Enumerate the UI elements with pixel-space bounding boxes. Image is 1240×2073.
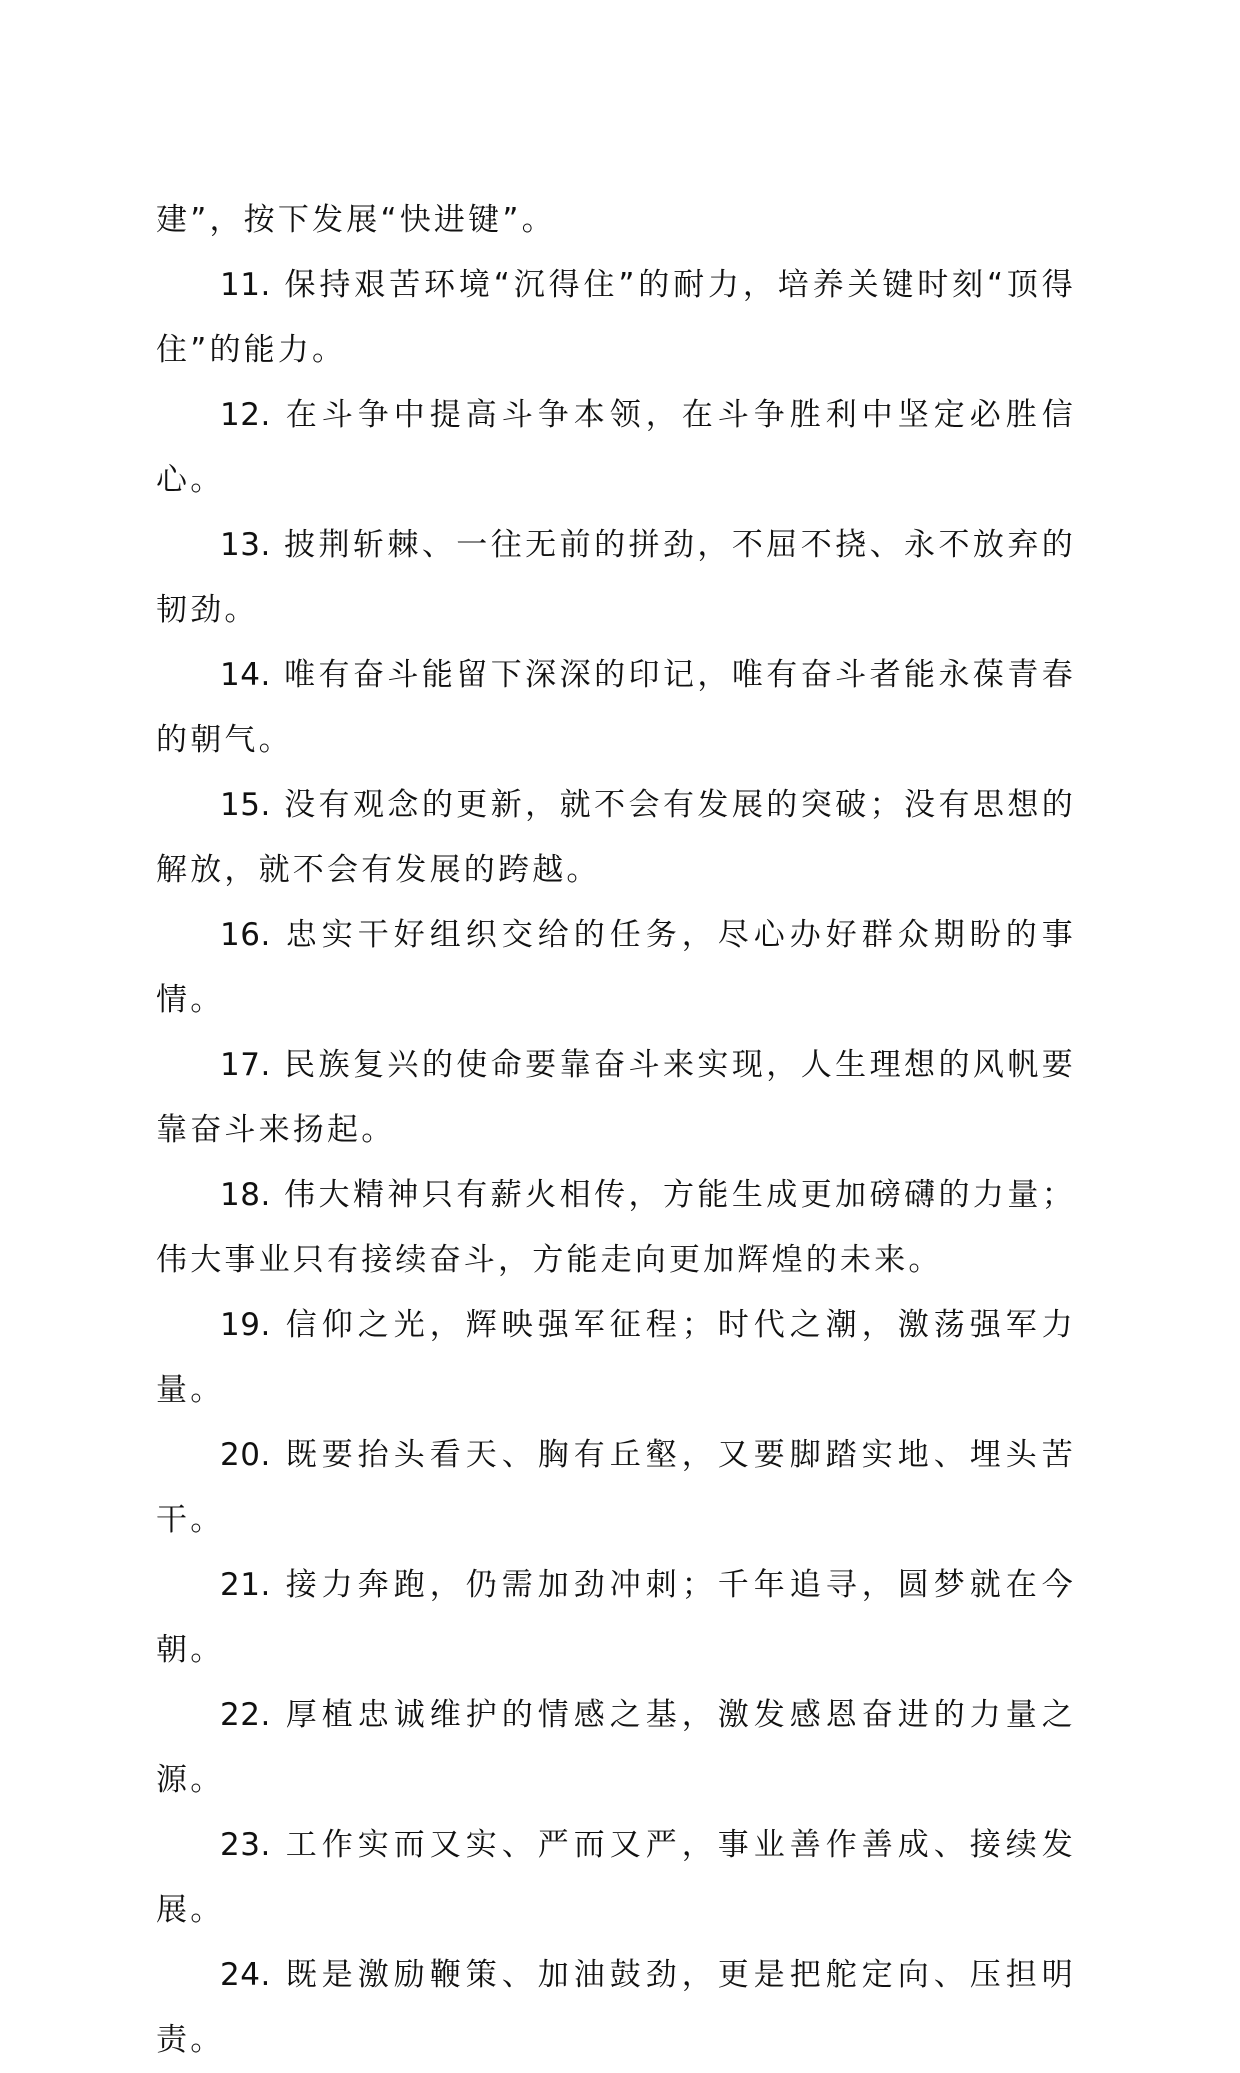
item-text: 没有观念的更新，就不会有发展的突破；没有思想的解放，就不会有发展的跨越。 <box>156 787 1076 888</box>
item-number: 14. <box>220 657 271 693</box>
item-number: 11. <box>220 267 271 303</box>
item-text: 既是激励鞭策、加油鼓劲，更是把舵定向、压担明责。 <box>156 1957 1076 2058</box>
item-number: 22. <box>220 1697 271 1733</box>
list-item-21 <box>156 1553 1076 1683</box>
item-text: 接力奔跑，仍需加劲冲刺；千年追寻，圆梦就在今朝。 <box>156 1567 1076 1668</box>
item-number: 16. <box>220 917 271 953</box>
item-text: 厚植忠诚维护的情感之基，激发感恩奋进的力量之源。 <box>156 1697 1076 1798</box>
item-text: 伟大精神只有薪火相传，方能生成更加磅礴的力量；伟大事业只有接续奋斗，方能走向更加辉煌的未来。 <box>156 1177 1076 1278</box>
item-number: 13. <box>220 527 271 563</box>
item-text: 忠实干好组织交给的任务，尽心办好群众期盼的事情。 <box>156 917 1076 1018</box>
list-item-19 <box>156 1293 1076 1423</box>
list-item-18 <box>156 1163 1076 1293</box>
item-number: 21. <box>220 1567 271 1603</box>
item-text: 信仰之光，辉映强军征程；时代之潮，激荡强军力量。 <box>156 1307 1076 1408</box>
continuation-paragraph <box>156 188 1076 253</box>
continuation-text: 建”，按下发展“快进键”。 <box>156 202 556 238</box>
list-item-15 <box>156 773 1076 903</box>
item-number: 24. <box>220 1957 271 1993</box>
item-number: 20. <box>220 1437 271 1473</box>
list-item-12 <box>156 383 1076 513</box>
list-item-13 <box>156 513 1076 643</box>
item-text: 唯有奋斗能留下深深的印记，唯有奋斗者能永葆青春的朝气。 <box>156 657 1076 758</box>
item-number: 19. <box>220 1307 271 1343</box>
list-item-23 <box>156 1813 1076 1943</box>
list-item-14 <box>156 643 1076 773</box>
item-text: 披荆斩棘、一往无前的拼劲，不屈不挠、永不放弃的韧劲。 <box>156 527 1076 628</box>
list-item-11 <box>156 253 1076 383</box>
item-number: 12. <box>220 397 271 433</box>
list-item-24 <box>156 1943 1076 2073</box>
item-number: 23. <box>220 1827 271 1863</box>
list-item-16 <box>156 903 1076 1033</box>
item-text: 在斗争中提高斗争本领，在斗争胜利中坚定必胜信心。 <box>156 397 1076 498</box>
item-number: 15. <box>220 787 271 823</box>
list-item-22 <box>156 1683 1076 1813</box>
item-number: 17. <box>220 1047 271 1083</box>
item-text: 保持艰苦环境“沉得住”的耐力，培养关键时刻“顶得住”的能力。 <box>156 267 1076 368</box>
list-item-17 <box>156 1033 1076 1163</box>
item-number: 18. <box>220 1177 271 1213</box>
item-text: 既要抬头看天、胸有丘壑，又要脚踏实地、埋头苦干。 <box>156 1437 1076 1538</box>
list-item-20 <box>156 1423 1076 1553</box>
item-text: 民族复兴的使命要靠奋斗来实现，人生理想的风帆要靠奋斗来扬起。 <box>156 1047 1076 1148</box>
document-body <box>156 188 1076 2073</box>
item-text: 工作实而又实、严而又严，事业善作善成、接续发展。 <box>156 1827 1076 1928</box>
